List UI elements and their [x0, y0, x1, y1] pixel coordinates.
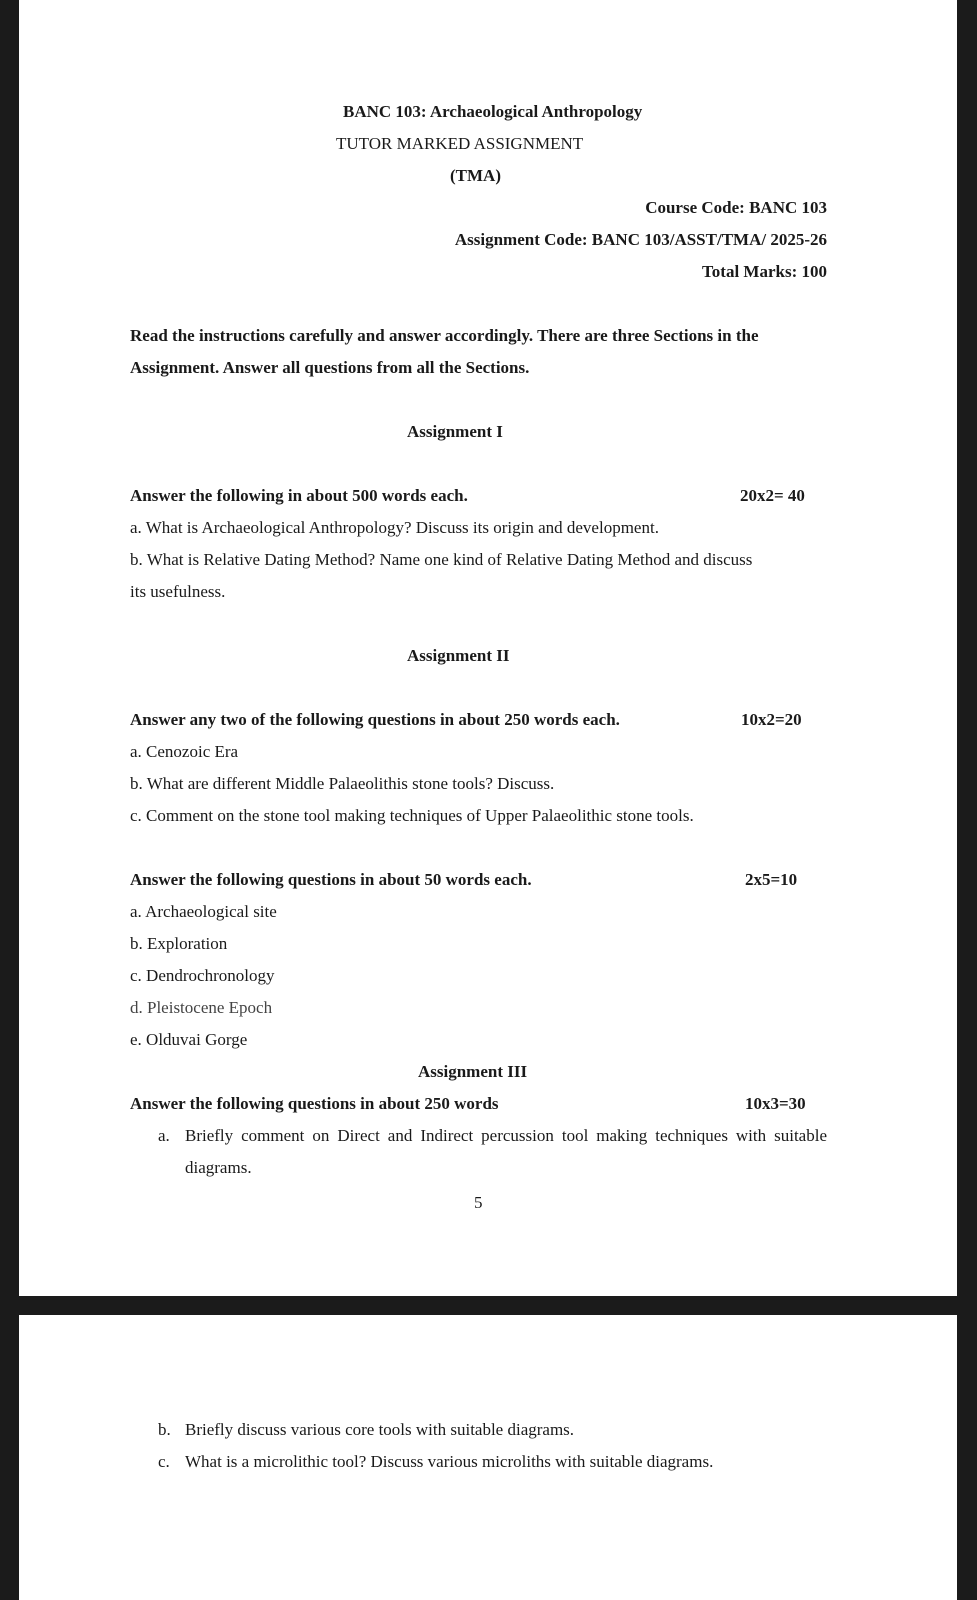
assignment-3-heading: Assignment III	[418, 1062, 528, 1081]
instructions-line-1: Read the instructions carefully and answer accordingly. There are three Sections in the	[130, 326, 759, 345]
assignment-3-question-b-letter: b.	[158, 1420, 171, 1439]
total-marks: Total Marks: 100	[702, 262, 827, 281]
document-page-2	[19, 1315, 957, 1600]
short-answer-item: a. Archaeological site	[130, 902, 277, 921]
document-page-1	[19, 0, 957, 1296]
page-number: 5	[474, 1193, 483, 1212]
assignment-1-question-b-line-1: b. What is Relative Dating Method? Name one kind of Relative Dating Method and discuss	[130, 550, 753, 569]
assignment-code: Assignment Code: BANC 103/ASST/TMA/ 2025-26	[454, 230, 827, 249]
assignment-2-marks: 10x2=20	[741, 710, 802, 729]
assignment-1-instruction: Answer the following in about 500 words each.	[130, 486, 468, 505]
assignment-2-question-c: c. Comment on the stone tool making techniques of Upper Palaeolithic stone tools.	[130, 806, 694, 825]
assignment-3-question-b: Briefly discuss various core tools with suitable diagrams.	[185, 1420, 575, 1439]
assignment-1-heading: Assignment I	[407, 422, 503, 441]
assignment-2-question-b: b. What are different Middle Palaeolithis stone tools? Discuss.	[130, 774, 555, 793]
assignment-1-question-a: a. What is Archaeological Anthropology? Discuss its origin and development.	[130, 518, 659, 537]
assignment-2-question-a: a. Cenozoic Era	[130, 742, 239, 761]
assignment-1-question-b-line-2: its usefulness.	[130, 582, 226, 601]
assignment-3-question-a-letter: a.	[158, 1126, 170, 1145]
short-answer-item: c. Dendrochronology	[130, 966, 275, 985]
short-answer-item: e. Olduvai Gorge	[130, 1030, 248, 1049]
course-code: Course Code: BANC 103	[645, 198, 827, 217]
document-type: TUTOR MARKED ASSIGNMENT	[336, 134, 584, 153]
assignment-2-instruction: Answer any two of the following questions in about 250 words each.	[130, 710, 620, 729]
assignment-3-instruction: Answer the following questions in about 250 words	[130, 1094, 499, 1113]
assignment-1-marks: 20x2= 40	[740, 486, 805, 505]
assignment-2-heading: Assignment II	[407, 646, 510, 665]
assignment-3-marks: 10x3=30	[745, 1094, 806, 1113]
assignment-3-question-a: Briefly comment on Direct and Indirect percussion tool making techniques with suitable diagrams.	[185, 1126, 827, 1177]
document-abbreviation: (TMA)	[450, 166, 501, 185]
short-answer-item: d. Pleistocene Epoch	[130, 998, 273, 1017]
course-title: BANC 103: Archaeological Anthropology	[343, 102, 643, 121]
short-answer-instruction: Answer the following questions in about 50 words each.	[130, 870, 532, 889]
assignment-3-question-c: What is a microlithic tool? Discuss various microliths with suitable diagrams.	[185, 1452, 714, 1471]
assignment-3-question-c-letter: c.	[158, 1452, 170, 1471]
short-answer-marks: 2x5=10	[745, 870, 798, 889]
short-answer-item: b. Exploration	[130, 934, 228, 953]
instructions-line-2: Assignment. Answer all questions from all the Sections.	[130, 358, 530, 377]
